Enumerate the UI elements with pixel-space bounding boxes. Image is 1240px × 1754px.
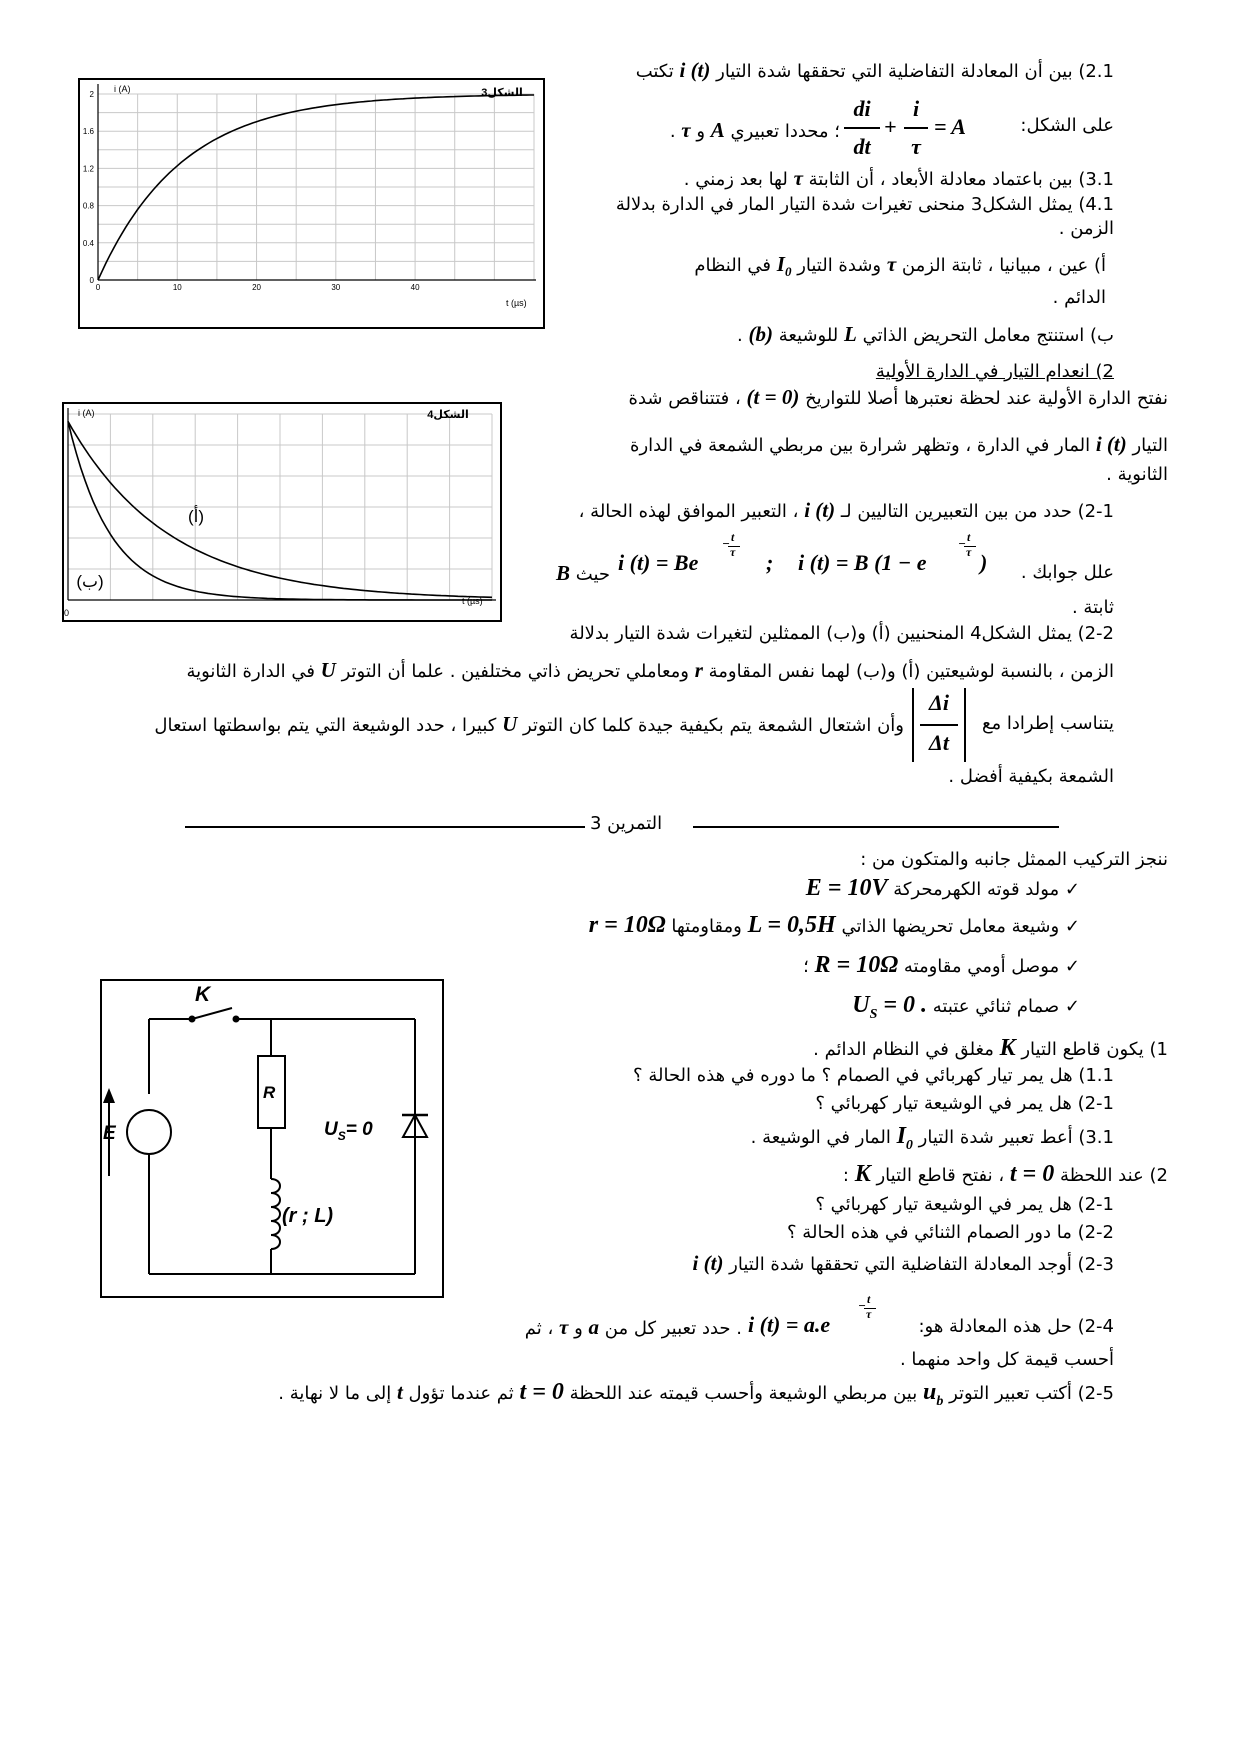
us-eq: = 0 bbox=[345, 1119, 373, 1140]
e2-K: K bbox=[854, 1161, 871, 1187]
figure-3-grid bbox=[98, 84, 536, 280]
q4-a-line-2 bbox=[1053, 286, 1106, 310]
b1-text: مولد قوته الكهرمحركة bbox=[893, 879, 1060, 900]
check-icon: ✓ bbox=[1064, 956, 1080, 977]
q3-1-line bbox=[684, 166, 1114, 192]
figure-3-xlabel: t (µs) bbox=[506, 298, 527, 308]
q3-1-tau: τ bbox=[793, 166, 803, 190]
q4-1-text: 4.1) يمثل الشكل3 منحنى تغيرات شدة التيار المار في الدارة بدلالة bbox=[615, 194, 1114, 215]
q2-1b-line-a bbox=[579, 498, 1114, 524]
figure-4-grid bbox=[68, 408, 496, 600]
q2-2-b-end: في الدارة الثانوية bbox=[186, 661, 315, 682]
figure-3-chart bbox=[80, 80, 543, 327]
e1-1-line: 1.1) هل يمر تيار كهربائي في الصمام ؟ ما دوره في هذه الحالة ؟ bbox=[633, 1065, 1114, 1086]
q4-a-tau: τ bbox=[886, 252, 897, 276]
q4-b-line: ب) استنتج معامل التحريض الذاتي L للوشيعة (b) . bbox=[736, 322, 1114, 346]
b2-val: L = 0,5H bbox=[747, 912, 836, 938]
figure-3-xtick: 40 bbox=[410, 283, 420, 292]
circuit-diagram bbox=[100, 979, 444, 1298]
q2-1b-b: علل جوابك . bbox=[1020, 562, 1114, 583]
figure-4-ylabel: i (A) bbox=[78, 408, 95, 418]
sec2-title: 2) انعدام التيار في الدارة الأولية bbox=[875, 361, 1114, 382]
e2-5-t2: t bbox=[396, 1380, 403, 1404]
q4-1-b: الزمن . bbox=[1058, 218, 1114, 239]
b4-end: = 0 . bbox=[883, 992, 928, 1018]
generator-symbol bbox=[127, 1110, 171, 1154]
q2-1-b-text: على الشكل: bbox=[1020, 115, 1114, 136]
e2-5-mid2: ثم عندما تؤول bbox=[408, 1383, 514, 1404]
q4-b-L: L bbox=[844, 322, 857, 346]
figure-3-xtick: 10 bbox=[172, 283, 182, 292]
q2-1-it: i (t) bbox=[679, 58, 711, 82]
b2-mid: ومقاومتها bbox=[671, 916, 742, 937]
e2-5-line bbox=[278, 1380, 1114, 1414]
q2-2-U: U bbox=[320, 658, 336, 682]
e3-1-line bbox=[751, 1124, 1114, 1158]
q2-2-b: الزمن ، بالنسبة لوشيعتين (أ) و(ب) لهما نفس المقاومة bbox=[708, 661, 1114, 682]
figure-3-ytick: 2 bbox=[89, 90, 94, 99]
q2-1-b-and: و bbox=[696, 121, 706, 142]
di-dt-abs: Δi Δt bbox=[912, 688, 966, 762]
figure-3-xtick: 30 bbox=[331, 283, 341, 292]
figure-4-origin: 0 bbox=[64, 608, 70, 618]
q2-1b-where bbox=[556, 561, 610, 587]
q3-1-text: 3.1) بين باعتماد معادلة الأبعاد ، أن الثابتة bbox=[808, 169, 1114, 190]
q2-1-b-A: A bbox=[710, 118, 725, 142]
check-icon: ✓ bbox=[1064, 996, 1080, 1017]
us-symbol: U bbox=[324, 1119, 338, 1140]
e2-5-ub: $u_b$ bbox=[922, 1379, 944, 1409]
q2-2-line-d bbox=[948, 765, 1114, 789]
q2-2-c-pre: يتناسب إطرادا مع bbox=[981, 713, 1114, 734]
b3-text: موصل أومي مقاومته bbox=[903, 956, 1060, 977]
b2-text: وشيعة معامل تحريضها الذاتي bbox=[841, 916, 1060, 937]
b1-val: E = 10V bbox=[805, 875, 888, 901]
e1-K: K bbox=[999, 1035, 1016, 1061]
q2-2-line-c-pre bbox=[982, 712, 1114, 736]
bullet-4 bbox=[852, 993, 1080, 1027]
e2-4-line-pre bbox=[918, 1315, 1114, 1339]
e2-5-t: t = 0 bbox=[519, 1379, 564, 1405]
sec2-line-3 bbox=[1106, 463, 1168, 487]
figure-4-xlabel: t (µs) bbox=[462, 596, 483, 606]
e2-4-line-b: أحسب قيمة كل واحد منهما . bbox=[899, 1349, 1114, 1370]
e2-1-sub: 2-1) هل يمر في الوشيعة تيار كهربائي ؟ bbox=[815, 1194, 1114, 1215]
figure-3-xtick: 20 bbox=[252, 283, 261, 292]
e2-3-sub bbox=[693, 1251, 1114, 1277]
e2-1-line: 2-1) هل يمر في الوشيعة تيار كهربائي ؟ bbox=[815, 1093, 1114, 1114]
solution-expression: i (t) = a.e − t τ bbox=[748, 1292, 898, 1342]
q2-1-line-a bbox=[636, 58, 1114, 84]
q2-1b-line-b bbox=[1021, 561, 1114, 585]
e2-4-text: 2-4) حل هذه المعادلة هو: bbox=[918, 1316, 1114, 1337]
exponential-expressions: i (t) = Be − t τ ; i (t) = B (1 − e − t τ ) bbox=[618, 530, 988, 575]
e2-4-line bbox=[525, 1315, 742, 1341]
e2-t: t = 0 bbox=[1009, 1161, 1055, 1187]
q2-2-line-c bbox=[154, 712, 904, 738]
ex3-intro: ننجز التركيب الممثل جانبه والمتكون من : bbox=[860, 849, 1168, 870]
e2-4-a: a bbox=[588, 1315, 600, 1339]
bullet-3 bbox=[803, 953, 1080, 979]
q4-b-b: (b) bbox=[748, 322, 773, 346]
e1-line bbox=[813, 1036, 1168, 1062]
q4-b-text: ب) استنتج معامل التحريض الذاتي bbox=[862, 325, 1114, 346]
q2-2-b-mid: ومعاملي تحريض ذاتي مختلفين . علما أن التوتر bbox=[341, 661, 689, 682]
e1-end: مغلق في النظام الدائم . bbox=[813, 1039, 994, 1060]
q2-2-d: الشمعة بكيفية أفضل . bbox=[948, 766, 1114, 787]
b4-text: صمام ثنائي عتبته bbox=[932, 996, 1060, 1017]
q4-a-line-1 bbox=[694, 252, 1106, 284]
q2-1b-B: B bbox=[556, 561, 571, 585]
q2-1-line-b2: ؛ محددا تعبيري A و τ . bbox=[669, 118, 840, 142]
ub-symbol: u bbox=[922, 1379, 937, 1405]
circuit-label-E: E bbox=[103, 1123, 116, 1144]
e2-5-mid: بين مربطي الوشيعة وأحسب قيمته عند اللحظة bbox=[569, 1383, 918, 1404]
b3-val: R = 10Ω bbox=[814, 952, 899, 978]
circuit-label-rL: (r ; L) bbox=[282, 1205, 334, 1227]
q2-1b-text: 2-1) حدد من بين التعبيرين التاليين لـ bbox=[840, 501, 1114, 522]
check-icon: ✓ bbox=[1064, 879, 1080, 900]
q4-a-I0: $I_0$ bbox=[776, 252, 792, 280]
figure-4-label-b: (ب) bbox=[76, 572, 104, 591]
b3-end: ؛ bbox=[803, 956, 809, 977]
e2-5-end: إلى ما لا نهاية . bbox=[278, 1383, 392, 1404]
q2-2-c-mid: وأن اشتعال الشمعة يتم بكيفية جيدة كلما كان التوتر bbox=[522, 715, 904, 736]
figure-3 bbox=[78, 78, 545, 329]
q2-1b-c: ثابتة . bbox=[1071, 597, 1114, 618]
circuit-label-K: K bbox=[195, 983, 211, 1006]
figure-3-ytick: 0.4 bbox=[82, 238, 94, 248]
q2-1b-line-c bbox=[1072, 596, 1114, 620]
q4-a-text: أ) عين ، مبيانيا ، ثابتة الزمن bbox=[901, 255, 1106, 276]
q2-1b-it: i (t) bbox=[804, 498, 836, 522]
q2-2-c-U: U bbox=[502, 712, 518, 736]
e3-1-end: المار في الوشيعة . bbox=[750, 1127, 891, 1148]
b2-val2: r = 10Ω bbox=[588, 912, 666, 938]
e2-3-text: 2-3) أوجد المعادلة التفاضلية التي تحققها شدة التيار bbox=[729, 1254, 1114, 1275]
q4-a-mid: وشدة التيار bbox=[797, 255, 882, 276]
sec2-l2-end: المار في الدارة ، وتظهر شرارة بين مربطي الشمعة في الدارة bbox=[630, 435, 1091, 456]
figure-3-title: الشكل3 bbox=[481, 87, 523, 99]
e3-1-text: 3.1) أعط تعبير شدة التيار bbox=[918, 1127, 1114, 1148]
bullet-1 bbox=[806, 876, 1080, 902]
sec2-it: i (t) bbox=[1095, 432, 1127, 456]
q2-2-line-a bbox=[570, 622, 1114, 646]
e2-mid: ، نفتح قاطع التيار bbox=[876, 1165, 1005, 1186]
i0-symbol: I bbox=[776, 252, 785, 276]
circuit-label-R: R bbox=[263, 1083, 276, 1102]
q2-1-end: تكتب bbox=[635, 61, 674, 82]
figure-4-title: الشكل4 bbox=[427, 409, 469, 421]
separator-left bbox=[693, 826, 1059, 828]
b4-val: $U_S = 0$ . bbox=[852, 992, 928, 1022]
e1-text: 1) يكون قاطع التيار bbox=[1021, 1039, 1168, 1060]
circuit-label-US bbox=[324, 1119, 373, 1143]
i0-symbol: I bbox=[896, 1123, 906, 1149]
q4-a-end: في النظام bbox=[694, 255, 772, 276]
q2-2-r: r bbox=[694, 658, 703, 682]
q2-2-c-end: كبيرا ، حدد الوشيعة التي يتم بواسطتها استعال bbox=[154, 715, 497, 736]
q2-1b-where-text: حيث bbox=[575, 564, 610, 585]
e2-4-tau: τ bbox=[559, 1315, 569, 1339]
e2-end: : bbox=[842, 1165, 849, 1186]
differential-equation: di dt + i τ = A bbox=[844, 96, 1024, 168]
e2-2-sub: 2-2) ما دور الصمام الثنائي في هذه الحالة ؟ bbox=[787, 1222, 1114, 1243]
figure-3-ytick: 0 bbox=[89, 276, 94, 285]
e2-line bbox=[843, 1162, 1168, 1188]
figure-3-ytick: 0.8 bbox=[82, 201, 94, 211]
sec2-line-1 bbox=[629, 385, 1168, 411]
circuit-svg bbox=[102, 981, 442, 1296]
sec2-l1: نفتح الدارة الأولية عند لحظة نعتبرها أصلا للتواريخ bbox=[805, 388, 1168, 409]
q4-b-mid: للوشيعة bbox=[778, 325, 839, 346]
e2-3-it: i (t) bbox=[692, 1251, 724, 1275]
e3-1-I0: $I_0$ bbox=[896, 1123, 913, 1153]
check-icon: ✓ bbox=[1064, 916, 1080, 937]
e2-5-text: 2-5) أكتب تعبير التوتر bbox=[949, 1383, 1114, 1404]
sec2-l1-end: ، فتتناقص شدة bbox=[628, 388, 741, 409]
q4-1-line-b bbox=[1059, 217, 1114, 241]
q2-2-a: 2-2) يمثل الشكل4 المنحنيين (أ) و(ب) الممثلين لتغيرات شدة التيار بدلالة bbox=[569, 623, 1114, 644]
figure-4-chart bbox=[64, 404, 500, 620]
q2-1b-end: ، التعبير الموافق لهذه الحالة ، bbox=[578, 501, 799, 522]
figure-3-ytick: 1.2 bbox=[82, 164, 94, 174]
e2-4-and: و bbox=[574, 1318, 583, 1339]
q2-2-line-b bbox=[186, 658, 1114, 684]
sec2-t0: (t = 0) bbox=[746, 385, 800, 409]
bullet-2 bbox=[589, 913, 1080, 939]
q3-1-end: لها بعد زمني . bbox=[683, 169, 788, 190]
exercise-3-title: التمرين 3 bbox=[590, 813, 663, 834]
sec2-l2: التيار bbox=[1132, 435, 1168, 456]
q2-1-b-tau: τ bbox=[681, 118, 691, 142]
q4-a-2: الدائم . bbox=[1052, 287, 1106, 308]
e2-4-mid: . حدد تعبير كل من bbox=[604, 1318, 742, 1339]
q4-1-line-a bbox=[616, 193, 1114, 217]
emf-arrow-icon bbox=[103, 1088, 115, 1103]
q2-1-line-b bbox=[1020, 114, 1114, 138]
switch-contacts bbox=[189, 1016, 240, 1023]
figure-3-ytick: 1.6 bbox=[82, 127, 94, 137]
figure-3-ylabel: i (A) bbox=[114, 84, 131, 94]
figure-4 bbox=[62, 402, 502, 622]
e2-text: 2) عند اللحظة bbox=[1059, 1165, 1168, 1186]
separator-right bbox=[185, 826, 585, 828]
sec2-l3: الثانوية . bbox=[1106, 464, 1168, 485]
us-sub: S bbox=[337, 1129, 346, 1143]
e2-4-end: ، ثم bbox=[524, 1318, 554, 1339]
q2-1-text: 2.1) بين أن المعادلة التفاضلية التي تحققها شدة التيار bbox=[716, 61, 1114, 82]
us-symbol: U bbox=[852, 992, 870, 1018]
figure-3-xtick: 0 bbox=[95, 283, 101, 292]
sec2-line-2 bbox=[630, 432, 1168, 458]
figure-4-label-a: (أ) bbox=[187, 507, 205, 526]
q2-1-b-rest: ؛ محددا تعبيري bbox=[730, 121, 840, 142]
